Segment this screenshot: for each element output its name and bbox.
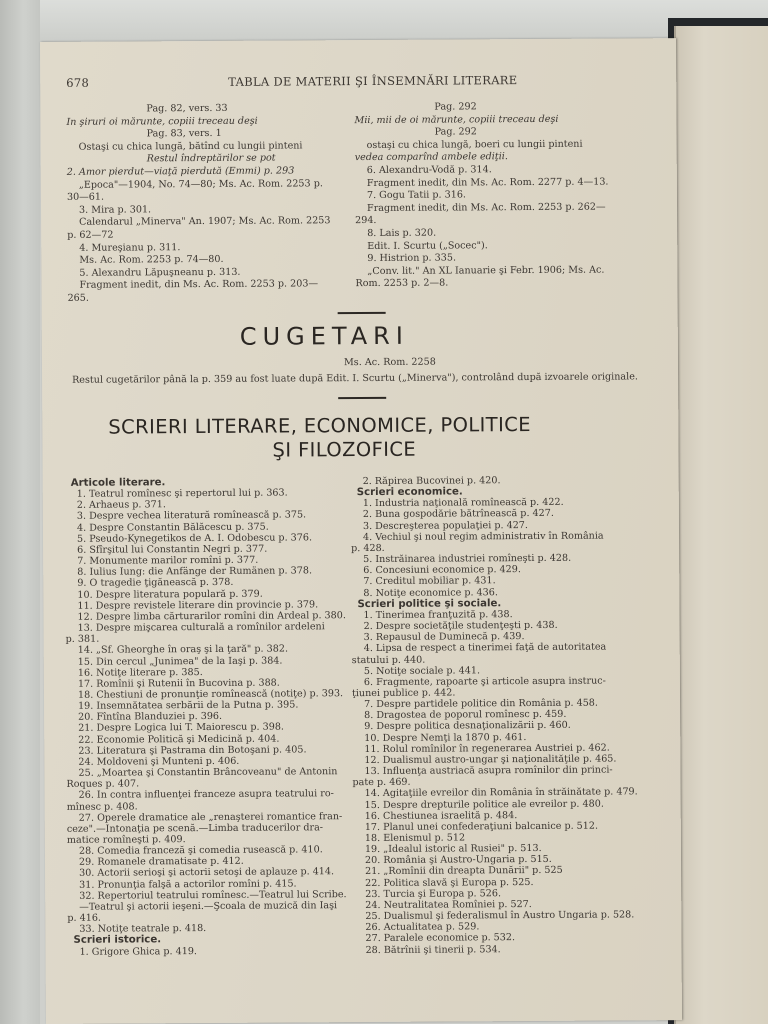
section-subheading: Scrieri economice. xyxy=(356,486,463,499)
toc-line: 5. Notiţe sociale p. 441. xyxy=(363,664,481,677)
toc-line: 2. Despre societăţile studenţeşti p. 438. xyxy=(363,619,558,633)
top-right-column xyxy=(354,100,645,291)
toc-line: 27. Paralele economice p. 532. xyxy=(365,932,516,945)
top-left-column xyxy=(66,102,349,305)
toc-line: 24. Neutralitatea Romîniei p. 527. xyxy=(365,898,532,911)
toc-line: mînesc p. 408. xyxy=(66,800,138,813)
toc-line: 10. Despre literatura populară p. 379. xyxy=(77,588,263,601)
toc-line: 20. România şi Austro-Ungaria p. 515. xyxy=(364,854,552,867)
toc-line: 265. xyxy=(67,292,89,304)
toc-line: 18. Elenismul p. 512 xyxy=(364,832,466,845)
toc-line: 14. Agitaţiile evreilor din România în străinătate p. 479. xyxy=(364,786,638,800)
toc-line: 22. Economie Politică şi Medicină p. 404. xyxy=(78,733,280,746)
toc-line: 16. Notiţe literare p. 385. xyxy=(77,666,203,679)
toc-line: 7. Monumente marilor romîni p. 377. xyxy=(77,554,259,567)
toc-line: 3. Despre vechea literatură romînească p. 375. xyxy=(76,509,307,523)
section-subheading: Scrieri politice şi sociale. xyxy=(357,597,502,610)
toc-line: 19. „Idealul istoric al Rusiei" p. 513. xyxy=(364,843,542,856)
toc-line: 17. Romînii şi Rutenii în Bucovina p. 388. xyxy=(77,677,280,690)
toc-line: 15. Din cercul „Junimea" de la Iaşi p. 384. xyxy=(77,655,283,668)
toc-line: 4. Vechiul şi noul regim administrativ în România xyxy=(362,530,604,543)
toc-line: 3. Mira p. 301. xyxy=(78,204,152,216)
toc-line: 26. Actualitatea p. 529. xyxy=(365,921,480,934)
toc-line: 4. Mureşianu p. 311. xyxy=(79,241,181,254)
right-toc-column xyxy=(351,474,654,956)
toc-line: „Epoca"—1904, No. 74—80; Ms. Ac. Rom. 2253 p. xyxy=(78,177,323,191)
toc-line: 13. Influenţa austriacă asupra romînilor din princi- xyxy=(364,764,613,778)
toc-line: 9. Histrion p. 335. xyxy=(367,252,457,265)
toc-line: In şiruri oi mărunte, copiii treceau deşi xyxy=(66,115,258,128)
toc-line: ostaşi cu chica lungă, boeri cu lungii pinteni xyxy=(366,138,583,151)
toc-line: 8. Lais p. 320. xyxy=(367,227,437,239)
toc-line: 12. Dualismul austro-ungar şi naţionalităţile p. 465. xyxy=(364,753,617,766)
toc-line: 10. Despre Nemţi la 1870 p. 461. xyxy=(364,731,527,744)
toc-line: „Conv. lit." An XL Ianuarie şi Febr. 1906; Ms. Ac. xyxy=(367,264,605,277)
scrieri-heading-line1: SCRIERI LITERARE, ECONOMICE, POLITICE xyxy=(108,413,531,439)
toc-line: 2. Amor pierdut—viaţă pierdută (Emmi) p. 293 xyxy=(66,165,295,178)
toc-line: 33. Notiţe teatrale p. 418. xyxy=(79,923,207,936)
toc-line: 24. Moldoveni şi Munteni p. 406. xyxy=(78,755,240,768)
toc-line: 25. Dualismul şi federalismul în Austro Ungaria p. 528. xyxy=(365,909,635,923)
toc-line: 18. Chestiuni de pronunţie romînească (notiţe) p. 393. xyxy=(77,688,344,701)
toc-line: ceze".—Intonaţia pe scenă.—Limba traducerilor dra- xyxy=(66,822,324,835)
toc-line: 32. Repertoriul teatrului romînesc.—Teatrul lui Scribe. xyxy=(79,888,347,902)
toc-line: Fragment inedit, din Ms. Ac. Rom. 2277 p. 4—13. xyxy=(366,176,609,189)
toc-line: 17. Planul unei confederaţiuni balcanice p. 512. xyxy=(364,820,599,833)
toc-line: 4. Lipsa de respect a tinerimei faţă de autoritatea xyxy=(363,641,607,655)
toc-line: 9. Despre politica desnaţionalizării p. 460. xyxy=(364,720,571,733)
toc-line: 2. Răpirea Bucovinei p. 420. xyxy=(362,475,501,488)
toc-line: vedea comparînd ambele ediţii. xyxy=(354,151,508,164)
toc-line: Fragment inedit, din Ms. Ac. Rom. 2253 p. 262— xyxy=(366,201,606,214)
toc-line: 3. Repausul de Duminecă p. 439. xyxy=(363,631,525,644)
toc-line: 12. Despre limba cărturarilor romîni din Ardeal p. 380. xyxy=(77,610,346,623)
facing-page-edge xyxy=(674,26,768,1024)
toc-line: p. 416. xyxy=(67,912,101,924)
toc-line: 5. Instrăinarea industriei romîneşti p. 428. xyxy=(363,552,572,566)
toc-line: 2. Arhaeus p. 371. xyxy=(76,499,166,512)
toc-line: 9. O tragedie ţigănească p. 378. xyxy=(77,577,234,590)
toc-line: ţiunei publice p. 442. xyxy=(351,687,456,700)
toc-line: 23. Literatura şi Pastrama din Botoşani p. 405. xyxy=(78,744,307,757)
toc-line: pate p. 469. xyxy=(352,776,411,789)
toc-line: 11. Rolul romînilor în regenerarea Austriei p. 462. xyxy=(364,742,610,755)
toc-line: 21. Despre Logica lui T. Maiorescu p. 398. xyxy=(78,721,285,735)
toc-line: 23. Turcia şi Europa p. 526. xyxy=(365,887,502,900)
toc-line: 16. Chestiunea israelită p. 484. xyxy=(364,809,518,822)
toc-line: 6. Concesiuni economice p. 429. xyxy=(363,564,521,577)
toc-line: —Teatrul şi actorii ieşeni.—Şcoala de muzică din Iaşi xyxy=(79,900,338,913)
toc-line: 4. Despre Constantin Bălăcescu p. 375. xyxy=(76,521,269,534)
toc-line: 6. Sfîrşitul lui Constantin Negri p. 377. xyxy=(77,543,268,556)
toc-line: 28. Bătrînii şi tinerii p. 534. xyxy=(365,943,501,956)
toc-line: 11. Despre revistele literare din provincie p. 379. xyxy=(77,599,319,612)
running-head xyxy=(66,72,656,90)
toc-line: 5. Pseudo-Kynegetikos de A. I. Odobescu p. 376. xyxy=(77,532,313,545)
toc-line: 6. Fragmente, rapoarte şi articole asupra instruc- xyxy=(363,675,606,688)
toc-line: 8. Notiţe economice p. 436. xyxy=(363,586,498,599)
page-number: 678 xyxy=(66,75,90,90)
toc-line: 1. Teatrul romînesc şi repertorul lui p. 363. xyxy=(76,487,288,500)
toc-line: 7. Creditul mobiliar p. 431. xyxy=(363,575,496,588)
toc-line: p. 381. xyxy=(65,633,100,646)
toc-line: Mii, mii de oi mărunte, copiii treceau deşi xyxy=(354,113,559,126)
toc-line: Ostaşi cu chica lungă, bătînd cu lungii pinteni xyxy=(78,140,303,153)
left-toc-column xyxy=(65,476,360,957)
toc-line: 1. Industria naţională romînească p. 422. xyxy=(362,497,564,510)
toc-line: 20. Fîntîna Blanduziei p. 396. xyxy=(78,711,223,724)
toc-line: Ms. Ac. Rom. 2253 p. 74—80. xyxy=(79,254,224,266)
toc-line: 26. In contra influenţei franceze asupra teatrului ro- xyxy=(78,788,334,802)
cugetari-heading: CUGETARI xyxy=(239,321,409,351)
toc-line: 8. Dragostea de poporul romînesc p. 459. xyxy=(364,709,567,722)
toc-line: statului p. 440. xyxy=(351,654,426,666)
toc-line: 7. Despre partidele politice din România p. 458. xyxy=(364,697,598,711)
toc-line: 21. „Romînii din dreapta Dunării" p. 525 xyxy=(365,865,563,878)
section-subheading: Articole literare. xyxy=(70,477,166,489)
toc-line: Pag. 292 xyxy=(434,101,477,113)
toc-line: 5. Alexandru Lăpuşneanu p. 313. xyxy=(79,266,241,279)
toc-line: 30—61. xyxy=(66,191,105,203)
toc-line: Roques p. 407. xyxy=(66,778,140,791)
toc-line: 8. Iulius Iung: die Anfänge der Rumänen p. 378. xyxy=(77,565,313,579)
toc-line: 25. „Moartea şi Constantin Brâncoveanu" de Antonin xyxy=(78,766,338,779)
section-subheading: Scrieri istorice. xyxy=(73,934,162,947)
toc-line: Fragment inedit, din Ms. Ac. Rom. 2253 p. 203— xyxy=(79,278,319,292)
toc-line: p. 62—72 xyxy=(67,229,114,241)
toc-line: 2. Buna gospodărie bătrînească p. 427. xyxy=(362,508,554,521)
background-left xyxy=(0,0,40,1024)
toc-line: p. 428. xyxy=(351,542,385,555)
toc-line: Pag. 82, vers. 33 xyxy=(146,102,228,115)
scrieri-heading-line2: ŞI FILOZOFICE xyxy=(272,437,417,462)
toc-line: Pag. 292 xyxy=(434,126,477,138)
toc-line: 28. Comedia franceză şi comedia rusească p. 410. xyxy=(78,844,323,857)
toc-line: 3. Descreşterea populaţiei p. 427. xyxy=(362,519,528,532)
running-head-title: TABLA DE MATERII ŞI ÎNSEMNĂRI LITERARE xyxy=(228,73,518,89)
toc-line: Rom. 2253 p. 2—8. xyxy=(355,277,449,290)
toc-line: 19. Insemnătatea serbării de la Putna p. 395. xyxy=(78,699,299,712)
toc-line: 31. Pronunţia falşă a actorilor romîni p. 415. xyxy=(79,878,297,891)
rule-above-cugetari xyxy=(338,312,386,314)
toc-line: Pag. 83, vers. 1 xyxy=(146,128,222,140)
toc-line: 6. Alexandru-Vodă p. 314. xyxy=(366,164,492,176)
toc-line: matice romîneşti p. 409. xyxy=(66,834,186,846)
toc-line: 1. Tinerimea franţuzită p. 438. xyxy=(363,608,513,621)
toc-line: 29. Romanele dramatisate p. 412. xyxy=(78,856,244,869)
toc-line: 294. xyxy=(355,215,377,227)
toc-line: Restul îndreptărilor se pot xyxy=(146,152,276,165)
toc-line: 15. Despre drepturile politice ale evreilor p. 480. xyxy=(364,798,604,811)
toc-line: 30. Actorii serioşi şi actorii setoşi de aplauze p. 414. xyxy=(79,866,335,880)
toc-line: 13. Despre mişcarea culturală a romînilor ardeleni xyxy=(77,621,325,634)
cugetari-note: Restul cugetărilor până la p. 359 au fost luate după Edit. I. Scurtu („Minerva"), controlând după izvoarele originale. xyxy=(72,371,638,386)
toc-line: 22. Politica slavă şi Europa p. 525. xyxy=(365,876,534,889)
toc-line: 7. Gogu Tatii p. 316. xyxy=(366,189,467,202)
toc-line: Edit. I. Scurtu („Socec"). xyxy=(367,239,488,252)
book-page xyxy=(40,38,682,1024)
cugetari-manuscript: Ms. Ac. Rom. 2258 xyxy=(343,356,436,369)
rule-above-scrieri xyxy=(338,397,386,399)
toc-line: 1. Grigore Ghica p. 419. xyxy=(79,945,198,958)
toc-line: 14. „Sf. Gheorghe în oraş şi la ţară" p. 382. xyxy=(77,643,289,657)
toc-line: 27. Operele dramatice ale „renaşterei romantice fran- xyxy=(78,810,343,824)
toc-line: Calendarul „Minerva" An. 1907; Ms. Ac. Rom. 2253 xyxy=(79,215,331,229)
